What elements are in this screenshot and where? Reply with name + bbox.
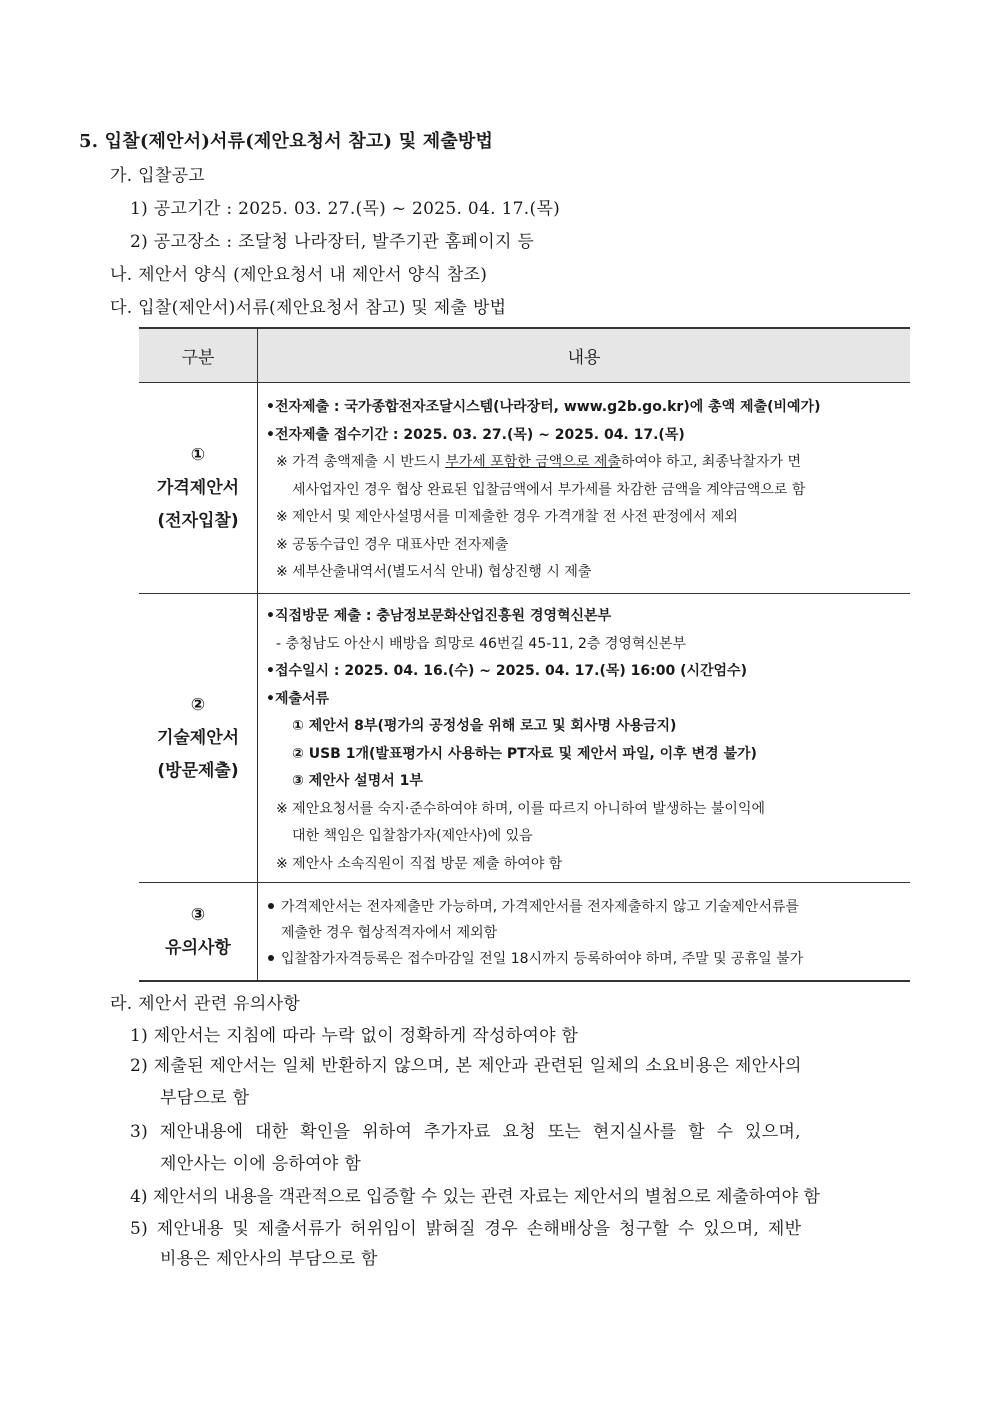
table-header-row	[139, 328, 910, 383]
row1-category	[139, 383, 258, 594]
row1-line: •전자제출 접수기간 : 2025. 03. 27.(목) ~ 2025. 04. 17.(목)	[266, 426, 685, 443]
row1-note: ※ 가격 총액제출 시 반드시 부가세 포함한 금액으로 제출하여야 하고, 최종낙찰자가 면	[276, 454, 801, 471]
notice-place: 2) 공고장소 : 조달청 나라장터, 발주기관 홈페이지 등	[130, 232, 535, 252]
caution-item: 5) 제안내용 및 제출서류가 허위임이 밝혀질 경우 손해배상을 청구할 수 있으며, 제반	[130, 1219, 802, 1239]
submission-heading: 다. 입찰(제안서)서류(제안요청서 참고) 및 제출 방법	[110, 298, 507, 318]
row2-note: ※ 제안사 소속직원이 직접 방문 제출 하여야 함	[276, 855, 563, 872]
submission-table	[139, 327, 910, 982]
row1-content	[258, 383, 911, 594]
row3-bullet: 가격제안서는 전자제출만 가능하며, 가격제안서를 전자제출하지 않고 기술제안서류를	[266, 894, 902, 920]
row2-sublabel: (방문제출)	[157, 760, 239, 781]
caution-item: 1) 제안서는 지침에 따라 누락 없이 정확하게 작성하여야 함	[130, 1026, 579, 1046]
row2-doc-item: ② USB 1개(발표평가시 사용하는 PT자료 및 제안서 파일, 이후 변경 불가)	[292, 745, 757, 762]
row2-number: ②	[190, 694, 206, 715]
row1-number: ①	[190, 444, 206, 465]
row1-line: •전자제출 : 국가종합전자조달시스템(나라장터, www.g2b.go.kr)에 총액 제출(비예가)	[266, 399, 821, 416]
row2-doc-item: ① 제안서 8부(평가의 공정성을 위해 로고 및 회사명 사용금지)	[292, 718, 677, 734]
caution-item: 4) 제안서의 내용을 객관적으로 입증할 수 있는 관련 자료는 제안서의 별첨으로 제출하여야 함	[130, 1187, 820, 1207]
row2-line: •접수일시 : 2025. 04. 16.(수) ~ 2025. 04. 17.(목) 16:00 (시간엄수)	[266, 663, 747, 679]
row3-category	[139, 883, 258, 982]
bullet-icon	[268, 903, 274, 909]
underlined-text: 부가세 포함한 금액으로 제출	[445, 454, 621, 471]
row2-content	[258, 594, 911, 883]
table-row	[139, 883, 910, 982]
row3-label: 유의사항	[165, 937, 231, 958]
caution-item-cont: 부담으로 함	[160, 1088, 250, 1108]
row2-label: 기술제안서	[156, 727, 240, 748]
caution-item: 3) 제안내용에 대한 확인을 위하여 추가자료 요청 또는 현지실사를 할 수 있으며,	[130, 1122, 801, 1142]
row2-line: •직접방문 제출 : 충남정보문화산업진흥원 경영혁신본부	[266, 608, 612, 624]
row3-number: ③	[190, 904, 206, 925]
row2-note: ※ 제안요청서를 숙지·준수하여야 하며, 이를 따르지 아니하여 발생하는 불이익에	[276, 800, 765, 817]
table-row	[139, 594, 910, 883]
row1-note: ※ 공동수급인 경우 대표사만 전자제출	[276, 536, 509, 553]
format-heading: 나. 제안서 양식 (제안요청서 내 제안서 양식 참조)	[110, 265, 488, 285]
cautions-heading: 라. 제안서 관련 유의사항	[110, 994, 301, 1014]
col-header-category: 구분	[139, 328, 258, 383]
row2-doc-item: ③ 제안사 설명서 1부	[292, 773, 423, 789]
caution-item-cont: 제안사는 이에 응하여야 함	[160, 1154, 362, 1174]
row2-note: 대한 책임은 입찰참가자(제안사)에 있음	[292, 828, 533, 844]
row1-note: 세사업자인 경우 협상 완료된 입찰금액에서 부가세를 차감한 금액을 계약금액으로 함	[292, 481, 806, 498]
section-title: 5. 입찰(제안서)서류(제안요청서 참고) 및 제출방법	[79, 131, 494, 152]
caution-item-cont: 비용은 제안사의 부담으로 함	[160, 1249, 378, 1269]
table-row	[139, 383, 910, 594]
row1-note: ※ 제안서 및 제안사설명서를 미제출한 경우 가격개찰 전 사전 판정에서 제외	[276, 509, 738, 526]
row1-note: ※ 세부산출내역서(별도서식 안내) 협상진행 시 제출	[276, 564, 592, 581]
row3-content	[258, 883, 911, 982]
row1-sublabel: (전자입찰)	[157, 510, 239, 531]
row3-bullet-cont: 제출한 경우 협상적격자에서 제외함	[281, 925, 498, 941]
bullet-icon	[268, 955, 274, 961]
row2-line: - 충청남도 아산시 배방읍 희망로 46번길 45-11, 2층 경영혁신본부	[276, 635, 687, 652]
row1-label: 가격제안서	[156, 477, 240, 498]
col-header-content: 내용	[258, 328, 911, 383]
caution-item: 2) 제출된 제안서는 일체 반환하지 않으며, 본 제안과 관련된 일체의 소요비용은 제안사의	[130, 1056, 802, 1076]
row2-category	[139, 594, 258, 883]
row3-bullet: 입찰참가자격등록은 접수마감일 전일 18시까지 등록하여야 하며, 주말 및 공휴일 불가	[266, 946, 902, 972]
notice-period: 1) 공고기간 : 2025. 03. 27.(목) ~ 2025. 04. 17.(목)	[130, 199, 561, 219]
row2-line: •제출서류	[266, 690, 330, 707]
notice-heading: 가. 입찰공고	[110, 166, 206, 186]
